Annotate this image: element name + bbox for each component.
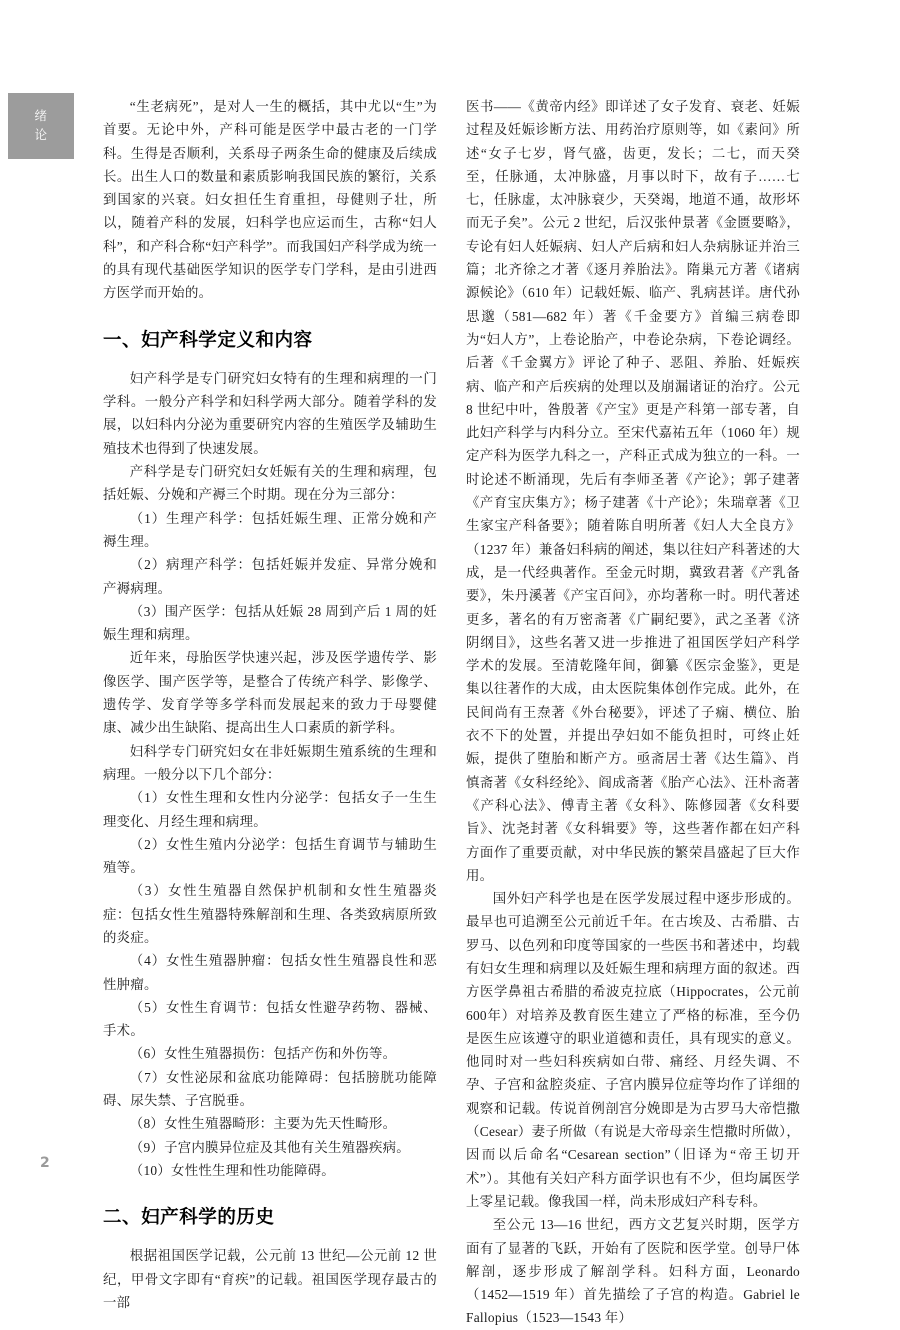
foreign-history-paragraph: 国外妇产科学也是在医学发展过程中逐步形成的。最早也可追溯至公元前近千年。在古埃及、古希腊、古罗马、以色列和印度等国家的一些医书和著述中，均载有妇女生理和病理以及妊娠生理和病理方面的叙述。西方医学鼻祖古希腊的希波克拉底（Hippocrates，公元前 600年）对培养及教育医生建立了严格的标准，至今仍是医生应该遵守的职业道德和责任，具有现实的意义。他同时对一些妇科疾病如白带、痛经、月经失调、不孕、子宫和盆腔炎症、子宫内膜异位症等均作了详细的观察和记载。传说首例剖宫分娩即是为古罗马大帝恺撒（Cesear）妻子所做（有说是大帝母亲生恺撒时所做），因而以后命名“Cesarean section”（旧译为“帝王切开术”）。其他有关妇产科方面学识也有不少，但均属医学上零星记载。像我国一样，尚未形成妇产科专科。 [466, 891, 800, 1209]
page-number: 2 [40, 1155, 50, 1171]
gynecology-list-item: （3）女性生殖器自然保护机制和女性生殖器炎症：包括女性生殖器特殊解剖和生理、各类致病原所致的炎症。 [103, 883, 437, 945]
section2-paragraph-1: 根据祖国医学记载，公元前 13 世纪—公元前 12 世纪，甲骨文字即有“育疾”的记载。祖国医学现存最古的一部 [103, 1248, 437, 1311]
renaissance-paragraph: 至公元 13—16 世纪，西方文艺复兴时期，医学方面有了显著的飞跃，开始有了医院和医学堂。创导尸体解剖，逐步形成了解剖学科。妇科方面，Leonardo（1452—1519 年）首先描绘了子宫的构造。Gabriel le Fallopius（1523—1543 年） [466, 1217, 800, 1326]
section1-paragraph-2: 产科学是专门研究妇女妊娠有关的生理和病理，包括妊娠、分娩和产褥三个时期。现在分为三部分： [103, 464, 437, 503]
obstetrics-list-item: （1）生理产科学：包括妊娠生理、正常分娩和产褥生理。 [103, 510, 437, 549]
thumb-tab-line-1: 绪 [34, 108, 48, 124]
section-heading-2: 二、妇产科学的历史 [103, 1207, 275, 1229]
gynecology-list-item: （1）女性生理和女性内分泌学：包括女子一生生理变化、月经生理和病理。 [103, 790, 437, 829]
gynecology-list-item: （10）女性性生理和性功能障碍。 [129, 1162, 335, 1178]
page-body [103, 95, 800, 1326]
chapter-thumb-tab [8, 93, 74, 159]
section1-paragraph-1: 妇产科学是专门研究妇女特有的生理和病理的一门学科。一般分产科学和妇科学两大部分。随着学科的发展，以妇科内分泌为重要研究内容的生殖医学及辅助生殖技术也得到了快速发展。 [103, 370, 437, 456]
gynecology-list-item: （2）女性生殖内分泌学：包括生育调节与辅助生殖等。 [103, 836, 437, 876]
gynecology-list-item: （8）女性生殖器畸形：主要为先天性畸形。 [129, 1116, 397, 1132]
section-heading-1: 一、妇产科学定义和内容 [103, 329, 313, 351]
history-continued-paragraph: 医书——《黄帝内经》即详述了女子发育、衰老、妊娠过程及妊娠诊断方法、用药治疗原则等，如《素问》所述“女子七岁，肾气盛，齿更，发长；二七，而天癸至，任脉通，太冲脉盛，月事以时下，故有子……七七，任脉虚，太冲脉衰少，天癸竭，地道不通，故形坏而无子矣”。公元 2 世纪，后汉张仲景著《金匮要略》，专论有妇人妊娠病、妇人产后病和妇人杂病脉证并治三篇；北齐徐之才著《逐月养胎法》。隋巢元方著《诸病源候论》（610 年）记载妊娠、临产、乳病甚详。唐代孙思邈（581—682 年）著《千金要方》首编三病卷即为“妇人方”，上卷论胎产，中卷论杂病，下卷论调经。后著《千金翼方》评论了种子、恶阻、养胎、妊娠疾病、临产和产后疾病的处理以及崩漏诸证的治疗。公元 8 世纪中叶，昝殷著《产宝》更是产科第一部专著，自此妇产科学与内科分立。至宋代嘉祐五年（1060 年）规定产科为医学九科之一，产科正式成为独立的一科。一时论述不断涌现，先后有李师圣著《产论》；郭子建著《产育宝庆集方》；杨子建著《十产论》；朱瑞章著《卫生家宝产科备要》；随着陈自明所著《妇人大全良方》（1237 年）兼备妇科病的阐述，集以往妇产科著述的大成，是一代经典著作。至金元时期，冀致君著《产乳备要》，朱丹溪著《产宝百问》，亦均著称一时。明代著述更多，著名的有万密斋著《广嗣纪要》，武之圣著《济阴纲目》，这些名著又进一步推进了祖国医学妇产科学学术的发展。至清乾隆年间，御纂《医宗金鉴》，更是集以往著作的大成，由太医院集体创作完成。此外，在民间尚有王焘著《外台秘要》，评述了子痫、横位、胎衣不下的处置，并提出孕妇如不能负担时，可终止妊娠，提供了堕胎和断产方。亟斋居士著《达生篇》、肖慎斋著《女科经纶》、阎成斋著《胎产心法》、汪朴斋著《产科心法》、傅青主著《女科》、陈修园著《女科要旨》、沈尧封著《女科辑要》等，这些著作都在妇产科方面作了重要贡献，对中华民族的繁荣昌盛起了巨大作用。 [466, 99, 800, 883]
right-column [466, 95, 800, 1326]
gynecology-list-item: （5）女性生育调节：包括女性避孕药物、器械、手术。 [103, 999, 437, 1039]
left-column [103, 95, 437, 1311]
gynecology-list-item: （9）子宫内膜异位症及其他有关生殖器疾病。 [129, 1139, 410, 1155]
obstetrics-list-item: （3）围产医学：包括从妊娠 28 周到产后 1 周的妊娠生理和病理。 [103, 603, 437, 643]
section1-paragraph-4: 妇科学专门研究妇女在非妊娠期生殖系统的生理和病理。一般分以下几个部分： [103, 743, 437, 782]
intro-paragraph: “生老病死”，是对人一生的概括，其中尤以“生”为首要。无论中外，产科可能是医学中最古老的一门学科。生得是否顺利，关系母子两条生命的健康及后续成长。出生人口的数量和素质影响我国民族的繁衍，关系到国家的兴衰。妇女担任生育重担，母健则子壮，所以，随着产科的发展，妇科学也应运而生，古称“妇人科”，和产科合称“妇产科学”。而我国妇产科学成为统一的具有现代基础医学知识的医学专门学科，是由引进西方医学而开始的。 [103, 99, 437, 301]
section1-paragraph-3: 近年来，母胎医学快速兴起，涉及医学遗传学、影像医学、围产医学等，是整合了传统产科学、影像学、遗传学、发育学等多学科而发展起来的致力于母婴健康、减少出生缺陷、提高出生人口素质的新学科。 [103, 650, 437, 736]
gynecology-list-item: （6）女性生殖器损伤：包括产伤和外伤等。 [129, 1046, 397, 1062]
gynecology-list-item: （4）女性生殖器肿瘤：包括女性生殖器良性和恶性肿瘤。 [103, 953, 437, 992]
obstetrics-list-item: （2）病理产科学：包括妊娠并发症、异常分娩和产褥病理。 [103, 557, 437, 596]
thumb-tab-line-2: 论 [34, 127, 48, 142]
gynecology-list-item: （7）女性泌尿和盆底功能障碍：包括膀胱功能障碍、尿失禁、子宫脱垂。 [103, 1069, 437, 1109]
